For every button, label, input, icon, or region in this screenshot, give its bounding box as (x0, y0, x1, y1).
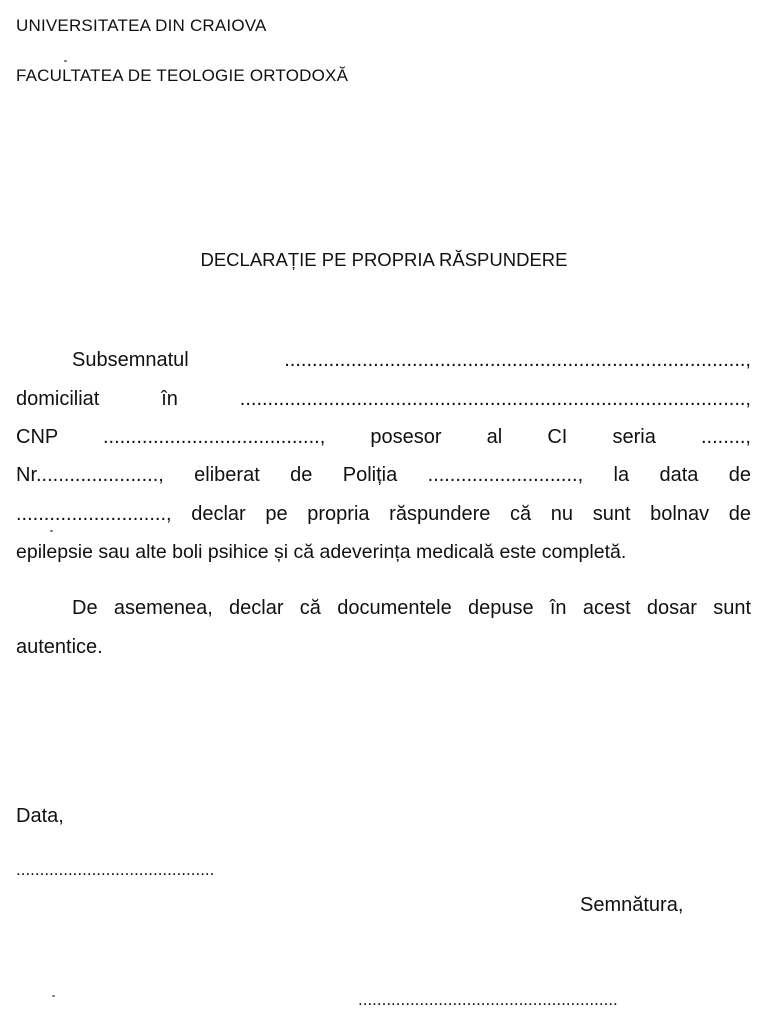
declaration-line-statement: ..........................., declar pe propria răspundere că nu sunt bolnav de (16, 503, 751, 525)
faculty-name: FACULTATEA DE TEOLOGIE ORTODOXĂ (16, 66, 349, 85)
declaration-line-health: epilepsie sau alte boli psihice și că adeverința medicală este completă. (16, 541, 627, 563)
document-title: DECLARAȚIE PE PROPRIA RĂSPUNDERE (200, 249, 568, 270)
scan-speck (50, 530, 53, 532)
declaration-line-cnp: CNP ......................................., posesor al CI seria ........, (16, 426, 751, 448)
date-label: Data, (16, 805, 64, 827)
university-name: UNIVERSITATEA DIN CRAIOVA (16, 16, 267, 35)
declaration-line-name: Subsemnatul ..................................................................................., (72, 349, 751, 371)
signature-label: Semnătura, (580, 894, 684, 916)
signature-line: ....................................................... (358, 990, 618, 1009)
scan-speck (52, 995, 55, 997)
declaration-line-documents: De asemenea, declar că documentele depuse în acest dosar sunt (72, 597, 751, 619)
declaration-line-authentic: autentice. (16, 636, 103, 658)
declaration-line-id-number: Nr......................, eliberat de Poliția ..........................., la data de (16, 464, 751, 486)
scan-speck (64, 60, 67, 62)
date-line: .......................................... (16, 860, 215, 879)
declaration-line-address: domiciliat în ..........................................................................................., (16, 388, 751, 410)
